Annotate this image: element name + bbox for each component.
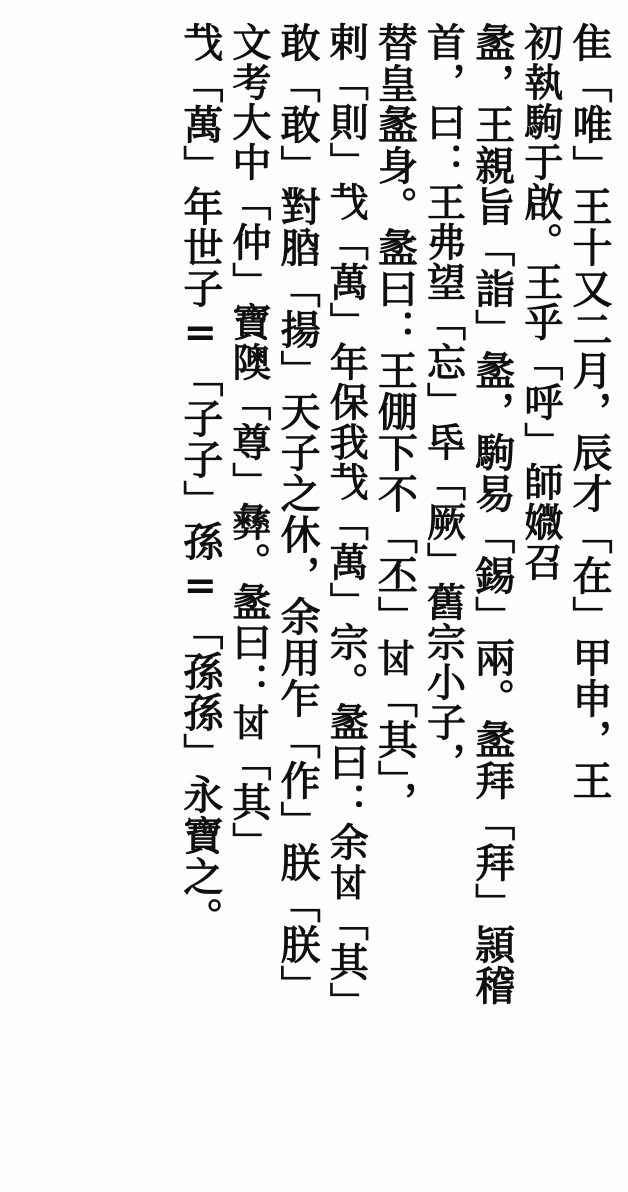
- text-column: 替皇盠身。盠曰：王倗下不「丕」𠀠「其」，: [371, 22, 419, 822]
- vertical-text-block: [60, 22, 614, 1174]
- text-column: 剌「則」𢦏「萬」年保我𢦏「萬」宗。盠曰：余𠀠「其」: [323, 22, 370, 1022]
- text-column: 𢦏「萬」年世子=「子子」孫=「孫孫」永寶之。: [176, 22, 224, 938]
- text-column: 初執駒于啟。王乎「呼」師㜫召: [517, 22, 564, 582]
- text-column: 盠，王親旨「詣」盠，駒易「錫」兩。盠拜「拜」頴稽: [468, 22, 516, 1006]
- text-column: 首，曰：王弗望「忘」氒「厥」舊宗小子，: [420, 22, 467, 782]
- text-column: 隹「唯」王十又二月，辰才「在」甲申，王: [566, 22, 613, 801]
- text-column: 敢「敢」對𦛚「揚」天子之休，余用乍「作」朕「朕」: [274, 22, 322, 1006]
- text-column: 文考大中「仲」寶隩「尊」彝。盠曰：𠀠「其」: [225, 22, 272, 862]
